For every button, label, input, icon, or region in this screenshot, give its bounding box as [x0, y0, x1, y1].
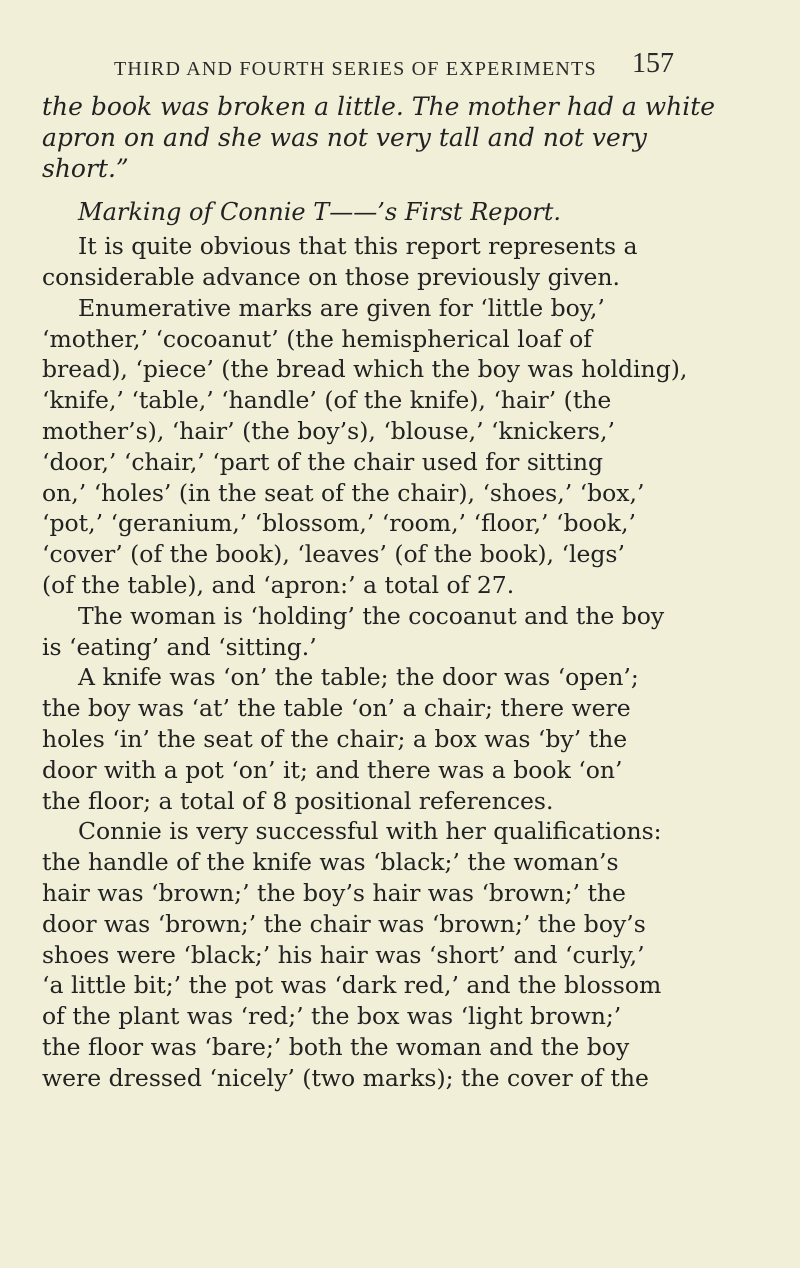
paragraph-line: the boy was ‘at’ the table ‘on’ a chair; there were: [42, 694, 631, 723]
body-text: [42, 92, 782, 1094]
paragraph-line: mother’s), ‘hair’ (the boy’s), ‘blouse,’ ‘knickers,’: [42, 416, 615, 445]
paragraph-line: bread), ‘piece’ (the bread which the boy was holding),: [42, 355, 688, 384]
running-head: [114, 48, 674, 88]
quote-line: apron on and she was not very tall and not very: [42, 122, 647, 152]
paragraph-line: is ‘eating’ and ‘sitting.’: [42, 632, 317, 661]
paragraph-line: It is quite obvious that this report represents a: [78, 232, 638, 261]
paragraph-line: were dressed ‘nicely’ (two marks); the cover of the: [42, 1063, 649, 1092]
paragraph-line: holes ‘in’ the seat of the chair; a box was ‘by’ the: [42, 724, 628, 753]
quote-line: the book was broken a little. The mother had a white: [42, 92, 716, 121]
paragraph-line: door with a pot ‘on’ it; and there was a book ‘on’: [42, 755, 623, 784]
paragraph-line: ‘pot,’ ‘geranium,’ ‘blossom,’ ‘room,’ ‘floor,’ ‘book,’: [42, 509, 636, 538]
running-title: THIRD AND FOURTH SERIES OF EXPERIMENTS: [114, 58, 597, 80]
paragraph-line: the floor was ‘bare;’ both the woman and the boy: [42, 1032, 630, 1061]
page-number: 157: [632, 48, 674, 79]
paragraph-line: shoes were ‘black;’ his hair was ‘short’ and ‘curly,’: [42, 940, 645, 969]
paragraph-line: hair was ‘brown;’ the boy’s hair was ‘brown;’ the: [42, 878, 626, 907]
paragraph-line: of the plant was ‘red;’ the box was ‘light brown;’: [42, 1002, 622, 1031]
paragraph-line: ‘cover’ (of the book), ‘leaves’ (of the book), ‘legs’: [42, 540, 625, 569]
paragraph-line: door was ‘brown;’ the chair was ‘brown;’ the boy’s: [42, 909, 646, 938]
paragraph-line: ‘knife,’ ‘table,’ ‘handle’ (of the knife), ‘hair’ (the: [42, 386, 612, 415]
quote-line: short.”: [42, 153, 129, 183]
paragraph-line: considerable advance on those previously given.: [42, 262, 621, 291]
paragraph-line: on,’ ‘holes’ (in the seat of the chair), ‘shoes,’ ‘box,’: [42, 478, 645, 507]
paragraph-line: The woman is ‘holding’ the cocoanut and the boy: [78, 601, 665, 630]
paragraph-line: (of the table), and ‘apron:’ a total of 27.: [42, 570, 515, 599]
section-heading: Marking of Connie T——’s First Report.: [78, 198, 562, 227]
paragraph-line: A knife was ‘on’ the table; the door was ‘open’;: [78, 663, 639, 692]
paragraph-line: Enumerative marks are given for ‘little boy,’: [78, 293, 605, 322]
paragraph-line: ‘door,’ ‘chair,’ ‘part of the chair used for sitting: [42, 447, 604, 476]
paragraph-line: the floor; a total of 8 positional references.: [42, 786, 554, 815]
paragraph-line: ‘a little bit;’ the pot was ‘dark red,’ and the blossom: [42, 971, 662, 1000]
paragraph-line: ‘mother,’ ‘cocoanut’ (the hemispherical loaf of: [42, 324, 592, 353]
paragraph-line: the handle of the knife was ‘black;’ the woman’s: [42, 848, 619, 877]
paragraph-line: Connie is very successful with her qualifications:: [78, 817, 662, 846]
